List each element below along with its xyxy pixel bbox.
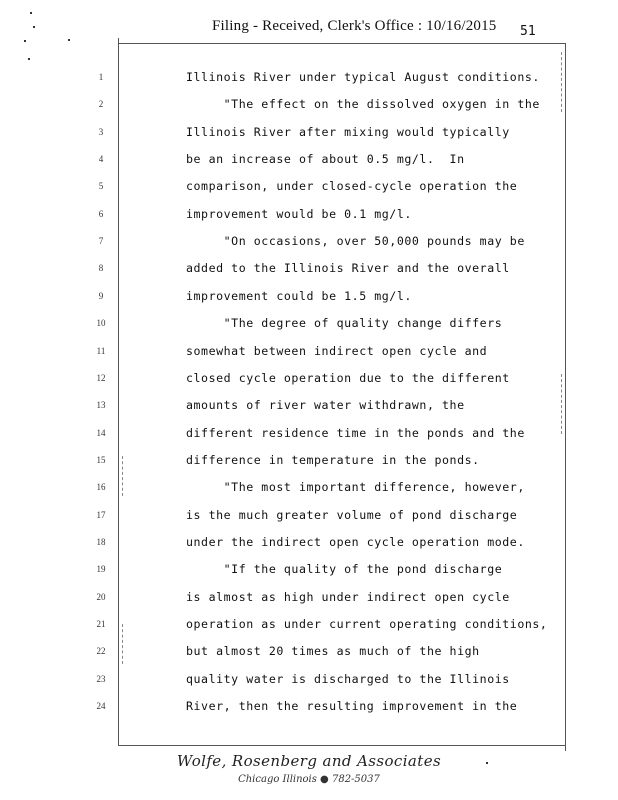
- line-number: 6: [98, 209, 104, 219]
- transcript-line: comparison, under closed-cycle operation the: [186, 179, 518, 193]
- line-number: 5: [98, 181, 104, 191]
- transcript-line: difference in temperature in the ponds.: [186, 453, 480, 467]
- page-number: 51: [520, 24, 536, 39]
- transcript-line: "If the quality of the pond discharge: [186, 562, 503, 576]
- transcript-line: improvement would be 0.1 mg/l.: [186, 207, 412, 221]
- transcript-line: different residence time in the ponds and the: [186, 426, 525, 440]
- transcript-line: under the indirect open cycle operation mode.: [186, 535, 525, 549]
- line-number: 21: [96, 619, 106, 629]
- line-number: 12: [96, 373, 106, 383]
- transcript-line: "The effect on the dissolved oxygen in the: [186, 97, 540, 111]
- transcript-line: improvement could be 1.5 mg/l.: [186, 289, 412, 303]
- transcript-line: added to the Illinois River and the overall: [186, 261, 510, 275]
- transcript-line: closed cycle operation due to the different: [186, 371, 510, 385]
- line-number: 17: [96, 510, 106, 520]
- filing-stamp: Filing - Received, Clerk's Office : 10/16/2015: [212, 18, 497, 34]
- transcript-line: "On occasions, over 50,000 pounds may be: [186, 234, 525, 248]
- transcript-line: but almost 20 times as much of the high: [186, 644, 480, 658]
- line-number: 20: [96, 592, 106, 602]
- line-number: 2: [98, 99, 104, 109]
- transcript-line: Illinois River after mixing would typically: [186, 125, 510, 139]
- line-number: 19: [96, 564, 106, 574]
- line-number: 4: [98, 154, 104, 164]
- line-number: 7: [98, 236, 104, 246]
- line-number: 14: [96, 428, 106, 438]
- transcript-line: somewhat between indirect open cycle and: [186, 344, 488, 358]
- transcript-line: be an increase of about 0.5 mg/l. In: [186, 152, 465, 166]
- line-number: 10: [96, 318, 106, 328]
- transcript-frame: [118, 43, 566, 746]
- line-number: 18: [96, 537, 106, 547]
- transcript-line: "The degree of quality change differs: [186, 316, 503, 330]
- line-number: 11: [96, 346, 106, 356]
- transcript-line: River, then the resulting improvement in the: [186, 699, 518, 713]
- transcript-line: "The most important difference, however,: [186, 480, 525, 494]
- transcript-line: Illinois River under typical August conditions.: [186, 70, 540, 84]
- transcript-line: is almost as high under indirect open cycle: [186, 590, 510, 604]
- line-number: 3: [98, 127, 104, 137]
- line-number: 8: [98, 263, 104, 273]
- line-number: 24: [96, 701, 106, 711]
- line-number: 15: [96, 455, 106, 465]
- line-number: 9: [98, 291, 104, 301]
- page-header: [0, 16, 618, 40]
- reporter-location: Chicago Illinois ● 782-5037: [238, 774, 380, 785]
- transcript-line: operation as under current operating conditions,: [186, 617, 548, 631]
- transcript-line: quality water is discharged to the Illinois: [186, 672, 510, 686]
- line-number: 23: [96, 674, 106, 684]
- line-number: 1: [98, 72, 104, 82]
- reporter-name: Wolfe, Rosenberg and Associates: [176, 752, 442, 770]
- transcript-line: amounts of river water withdrawn, the: [186, 398, 465, 412]
- line-number: 22: [96, 646, 106, 656]
- transcript-line: is the much greater volume of pond discharge: [186, 508, 518, 522]
- line-number: 13: [96, 400, 106, 410]
- line-number: 16: [96, 482, 106, 492]
